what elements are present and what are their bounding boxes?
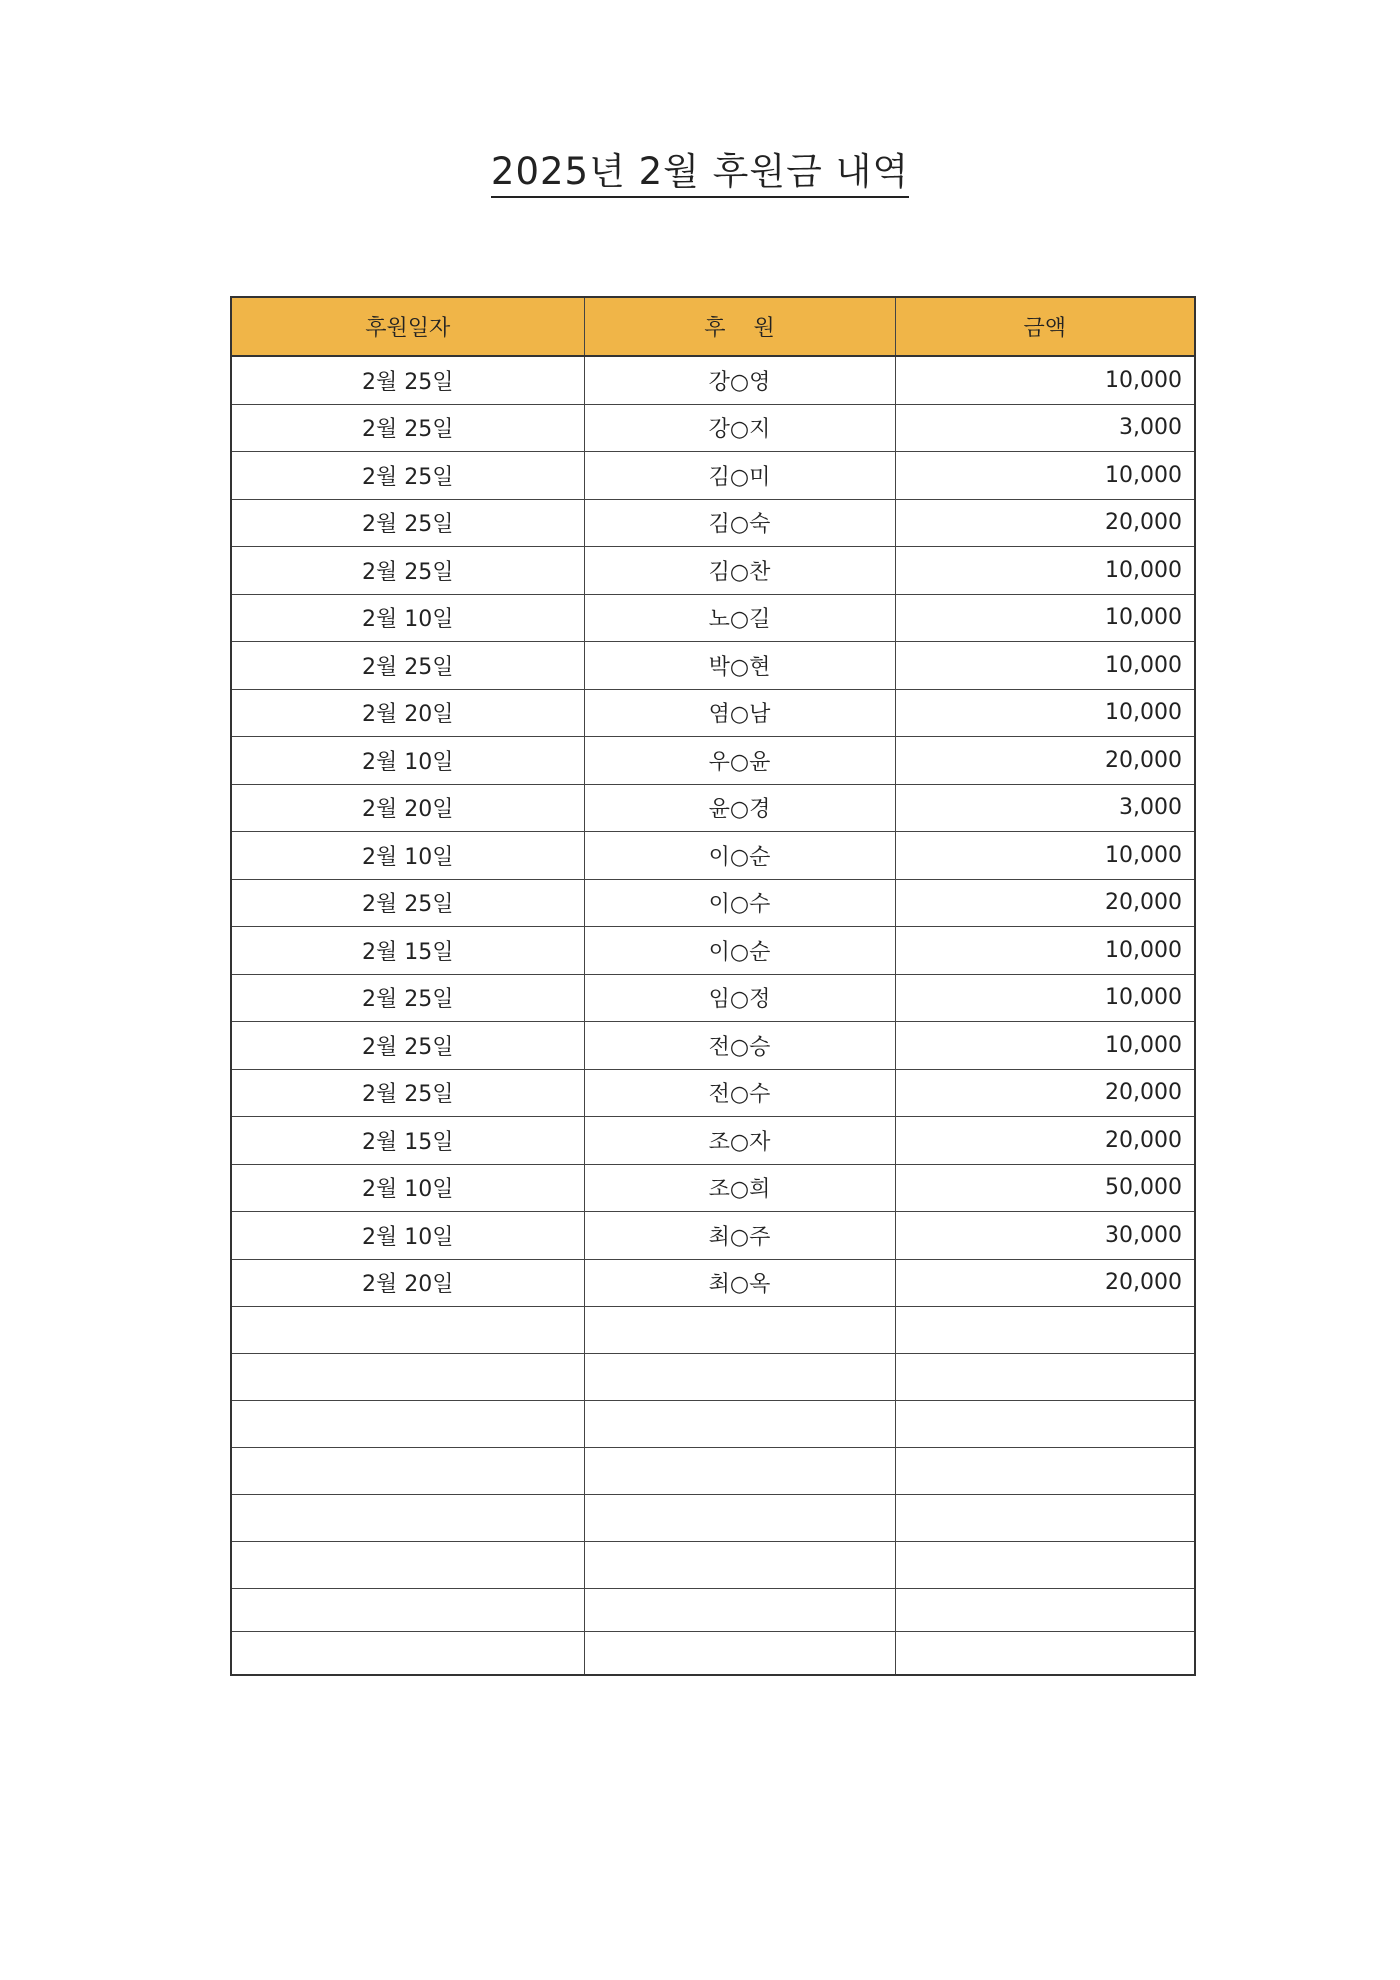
empty-table-row <box>231 1401 1195 1448</box>
empty-cell <box>895 1401 1195 1448</box>
table-row <box>231 832 1195 880</box>
donor-cell: 김○미 <box>584 452 895 500</box>
empty-cell <box>584 1589 895 1632</box>
table-row <box>231 689 1195 737</box>
table-header-row <box>231 297 1195 356</box>
empty-table-row <box>231 1354 1195 1401</box>
donor-cell: 윤○경 <box>584 784 895 832</box>
empty-table-row <box>231 1495 1195 1542</box>
date-cell: 2월 20일 <box>231 689 584 737</box>
date-cell: 2월 25일 <box>231 879 584 927</box>
date-cell: 2월 25일 <box>231 974 584 1022</box>
amount-cell: 20,000 <box>895 1117 1195 1165</box>
empty-cell <box>584 1448 895 1495</box>
amount-cell: 10,000 <box>895 642 1195 690</box>
empty-cell <box>584 1495 895 1542</box>
amount-cell: 10,000 <box>895 1022 1195 1070</box>
donation-table <box>230 296 1196 1676</box>
date-cell: 2월 10일 <box>231 594 584 642</box>
amount-cell: 20,000 <box>895 879 1195 927</box>
date-cell: 2월 10일 <box>231 832 584 880</box>
date-cell: 2월 25일 <box>231 642 584 690</box>
donor-cell: 이○수 <box>584 879 895 927</box>
donor-cell: 이○순 <box>584 927 895 975</box>
donor-cell: 조○희 <box>584 1164 895 1212</box>
amount-cell: 10,000 <box>895 594 1195 642</box>
table-body <box>231 356 1195 1675</box>
empty-cell <box>584 1401 895 1448</box>
empty-cell <box>231 1307 584 1354</box>
donor-cell: 이○순 <box>584 832 895 880</box>
date-cell: 2월 25일 <box>231 404 584 452</box>
empty-cell <box>584 1354 895 1401</box>
date-cell: 2월 20일 <box>231 784 584 832</box>
table-row <box>231 1259 1195 1307</box>
empty-cell <box>895 1542 1195 1589</box>
empty-cell <box>895 1495 1195 1542</box>
empty-cell <box>231 1542 584 1589</box>
amount-cell: 20,000 <box>895 1069 1195 1117</box>
donor-cell: 최○주 <box>584 1212 895 1260</box>
donor-cell: 박○현 <box>584 642 895 690</box>
empty-cell <box>231 1589 584 1632</box>
donor-cell: 노○길 <box>584 594 895 642</box>
header-donor: 후 원 <box>584 297 895 356</box>
amount-cell: 3,000 <box>895 404 1195 452</box>
donor-cell: 강○영 <box>584 356 895 404</box>
amount-cell: 20,000 <box>895 499 1195 547</box>
donor-cell: 김○찬 <box>584 547 895 595</box>
empty-cell <box>584 1307 895 1354</box>
empty-cell <box>231 1401 584 1448</box>
document-title-text: 2025년 2월 후원금 내역 <box>491 150 909 198</box>
donor-cell: 김○숙 <box>584 499 895 547</box>
table-row <box>231 594 1195 642</box>
empty-table-row <box>231 1589 1195 1632</box>
amount-cell: 10,000 <box>895 689 1195 737</box>
date-cell: 2월 10일 <box>231 737 584 785</box>
table-row <box>231 452 1195 500</box>
table-row <box>231 642 1195 690</box>
amount-cell: 10,000 <box>895 974 1195 1022</box>
empty-cell <box>584 1632 895 1676</box>
amount-cell: 10,000 <box>895 927 1195 975</box>
amount-cell: 20,000 <box>895 737 1195 785</box>
amount-cell: 3,000 <box>895 784 1195 832</box>
table-row <box>231 499 1195 547</box>
donor-cell: 임○정 <box>584 974 895 1022</box>
date-cell: 2월 25일 <box>231 1022 584 1070</box>
date-cell: 2월 20일 <box>231 1259 584 1307</box>
table-row <box>231 1212 1195 1260</box>
donor-cell: 염○남 <box>584 689 895 737</box>
empty-table-row <box>231 1307 1195 1354</box>
document-title <box>0 150 1400 198</box>
table-row <box>231 356 1195 404</box>
date-cell: 2월 25일 <box>231 356 584 404</box>
amount-cell: 50,000 <box>895 1164 1195 1212</box>
date-cell: 2월 15일 <box>231 927 584 975</box>
header-date: 후원일자 <box>231 297 584 356</box>
amount-cell: 10,000 <box>895 547 1195 595</box>
date-cell: 2월 25일 <box>231 452 584 500</box>
empty-table-row <box>231 1448 1195 1495</box>
empty-table-row <box>231 1542 1195 1589</box>
empty-table-row <box>231 1632 1195 1676</box>
amount-cell: 10,000 <box>895 832 1195 880</box>
table-row <box>231 974 1195 1022</box>
table-row <box>231 1069 1195 1117</box>
date-cell: 2월 10일 <box>231 1212 584 1260</box>
donor-cell: 강○지 <box>584 404 895 452</box>
date-cell: 2월 25일 <box>231 499 584 547</box>
table-row <box>231 1022 1195 1070</box>
table-row <box>231 927 1195 975</box>
table-row <box>231 1164 1195 1212</box>
empty-cell <box>895 1589 1195 1632</box>
donor-cell: 최○옥 <box>584 1259 895 1307</box>
empty-cell <box>895 1448 1195 1495</box>
empty-cell <box>231 1448 584 1495</box>
table-row <box>231 784 1195 832</box>
table-row <box>231 737 1195 785</box>
amount-cell: 10,000 <box>895 356 1195 404</box>
header-amount: 금액 <box>895 297 1195 356</box>
amount-cell: 30,000 <box>895 1212 1195 1260</box>
empty-cell <box>895 1632 1195 1676</box>
donor-cell: 전○승 <box>584 1022 895 1070</box>
date-cell: 2월 25일 <box>231 1069 584 1117</box>
table-row <box>231 547 1195 595</box>
empty-cell <box>231 1495 584 1542</box>
empty-cell <box>584 1542 895 1589</box>
donor-cell: 조○자 <box>584 1117 895 1165</box>
date-cell: 2월 15일 <box>231 1117 584 1165</box>
amount-cell: 20,000 <box>895 1259 1195 1307</box>
amount-cell: 10,000 <box>895 452 1195 500</box>
empty-cell <box>231 1354 584 1401</box>
empty-cell <box>895 1307 1195 1354</box>
table-row <box>231 879 1195 927</box>
donor-cell: 전○수 <box>584 1069 895 1117</box>
table-row <box>231 1117 1195 1165</box>
table-row <box>231 404 1195 452</box>
empty-cell <box>231 1632 584 1676</box>
donor-cell: 우○윤 <box>584 737 895 785</box>
empty-cell <box>895 1354 1195 1401</box>
date-cell: 2월 25일 <box>231 547 584 595</box>
date-cell: 2월 10일 <box>231 1164 584 1212</box>
